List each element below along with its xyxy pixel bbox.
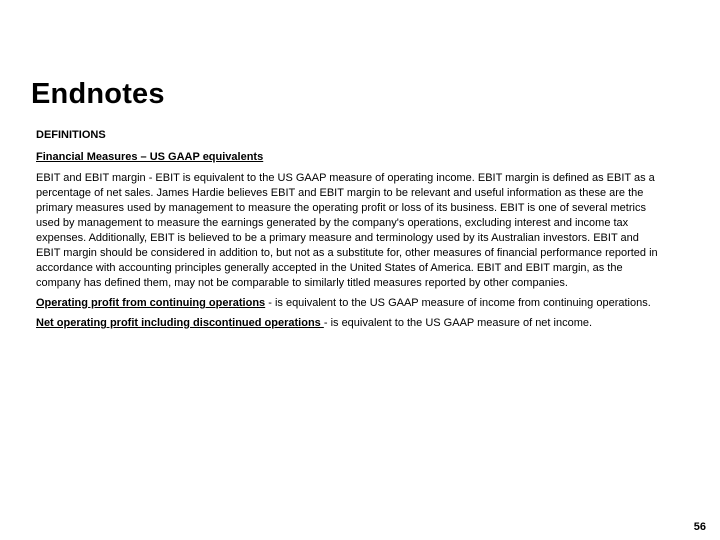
financial-measures-subheading: Financial Measures – US GAAP equivalents bbox=[36, 151, 264, 163]
page-number: 56 bbox=[693, 521, 706, 533]
page-title: Endnotes bbox=[31, 78, 165, 110]
net-operating-profit-term: Net operating profit including discontinued operations bbox=[36, 317, 324, 329]
operating-profit-text: - is equivalent to the US GAAP measure of income from continuing operations. bbox=[265, 297, 651, 309]
net-operating-profit-text: - is equivalent to the US GAAP measure of net income. bbox=[323, 317, 593, 329]
operating-profit-definition bbox=[36, 296, 666, 311]
definitions-heading: DEFINITIONS bbox=[36, 129, 106, 141]
endnotes-content bbox=[36, 128, 666, 336]
operating-profit-term: Operating profit from continuing operations bbox=[36, 297, 266, 309]
net-operating-profit-definition bbox=[36, 316, 666, 331]
ebit-definition-paragraph: EBIT and EBIT margin - EBIT is equivalent to the US GAAP measure of operating income. EBIT margin is defined as EBIT as a percentage of net sales. James Hardie believes EBIT and EBIT margin to be relevant and useful information as these are the primary measures used by management to measure the operating profit or loss of its business. EBIT is one of several metrics used by management to measure the earnings generated by the company's operations, excluding interest and income tax expenses. Additionally, EBIT is believed to be a primary measure and terminology used by its Australian investors. EBIT and EBIT margin should be considered in addition to, but not as a substitute for, other measures of financial performance reported in accordance with accounting principles generally accepted in the United States of America. EBIT and EBIT margin, as the company has defined them, may not be comparable to similarly titled measures reported by other companies. bbox=[36, 172, 658, 289]
